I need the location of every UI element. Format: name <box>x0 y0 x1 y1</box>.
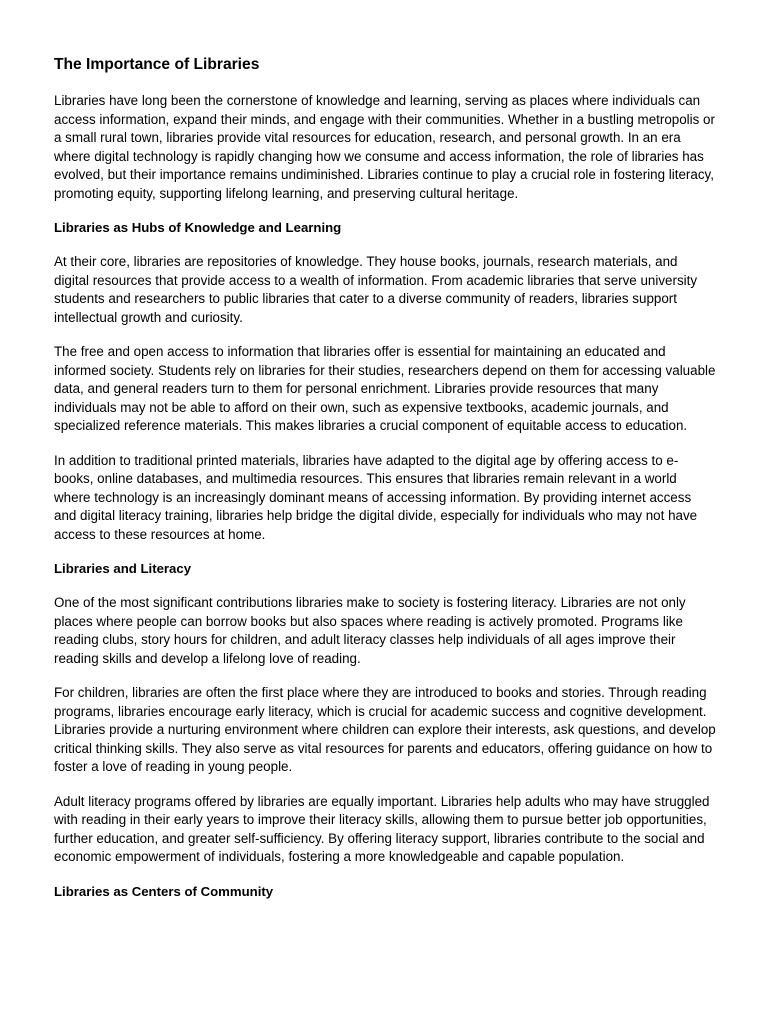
paragraph: The free and open access to information that libraries offer is essential for maintaining an educated and informed society. Students rely on libraries for their studies, researchers depend on them for accessing valuable data, and general readers turn to them for personal enrichment. Libraries provide resources that many individuals may not be able to afford on their own, such as expensive textbooks, academic journals, and specialized reference materials. This makes libraries a crucial component of equitable access to education. <box>54 344 716 433</box>
section-heading-literacy: Libraries and Literacy <box>54 561 192 576</box>
paragraph: One of the most significant contributions libraries make to society is fostering literacy. Libraries are not only places where people can borrow books but also spaces where reading is actively promoted. Programs like reading clubs, story hours for children, and adult literacy classes help individuals of all ages improve their reading skills and develop a lifelong love of reading. <box>54 595 686 666</box>
document-page <box>54 55 716 917</box>
paragraph: At their core, libraries are repositories of knowledge. They house books, journals, research materials, and digital resources that provide access to a wealth of information. From academic libraries that serve university students and researchers to public libraries that cater to a diverse community of readers, libraries support intellectual growth and curiosity. <box>54 254 698 325</box>
paragraph: In addition to traditional printed materials, libraries have adapted to the digital age by offering access to e-books, online databases, and multimedia resources. This ensures that libraries remain relevant in a world where technology is an increasingly dominant means of accessing information. By providing internet access and digital literacy training, libraries help bridge the digital divide, especially for individuals who may not have access to these resources at home. <box>54 452 698 542</box>
section-heading-community: Libraries as Centers of Community <box>54 883 274 899</box>
intro-paragraph: Libraries have long been the cornerstone of knowledge and learning, serving as places where individuals can access information, expand their minds, and engage with their communities. Whether in a bustling metropolis or a small rural town, libraries provide vital resources for education, research, and personal growth. In an era where digital technology is rapidly changing how we consume and access information, the role of libraries has evolved, but their importance remains undiminished. Libraries continue to play a crucial role in fostering literacy, promoting equity, supporting lifelong learning, and preserving cultural heritage. <box>54 93 715 201</box>
section-heading-hubs: Libraries as Hubs of Knowledge and Learning <box>54 220 342 235</box>
paragraph: For children, libraries are often the first place where they are introduced to books and stories. Through reading programs, libraries encourage early literacy, which is crucial for academic success and cognitive development. Libraries provide a nurturing environment where children can explore their interests, ask questions, and develop critical thinking skills. They also serve as vital resources for parents and educators, offering guidance on how to foster a love of reading in young people. <box>54 685 716 774</box>
paragraph: Adult literacy programs offered by libraries are equally important. Libraries help adults who may have struggled with reading in their early years to improve their literacy skills, allowing them to pursue better job opportunities, further education, and greater self-sufficiency. By offering literacy support, libraries contribute to the social and economic empowerment of individuals, fostering a more knowledgeable and capable population. <box>54 793 710 864</box>
document-title: The Importance of Libraries <box>54 56 260 73</box>
